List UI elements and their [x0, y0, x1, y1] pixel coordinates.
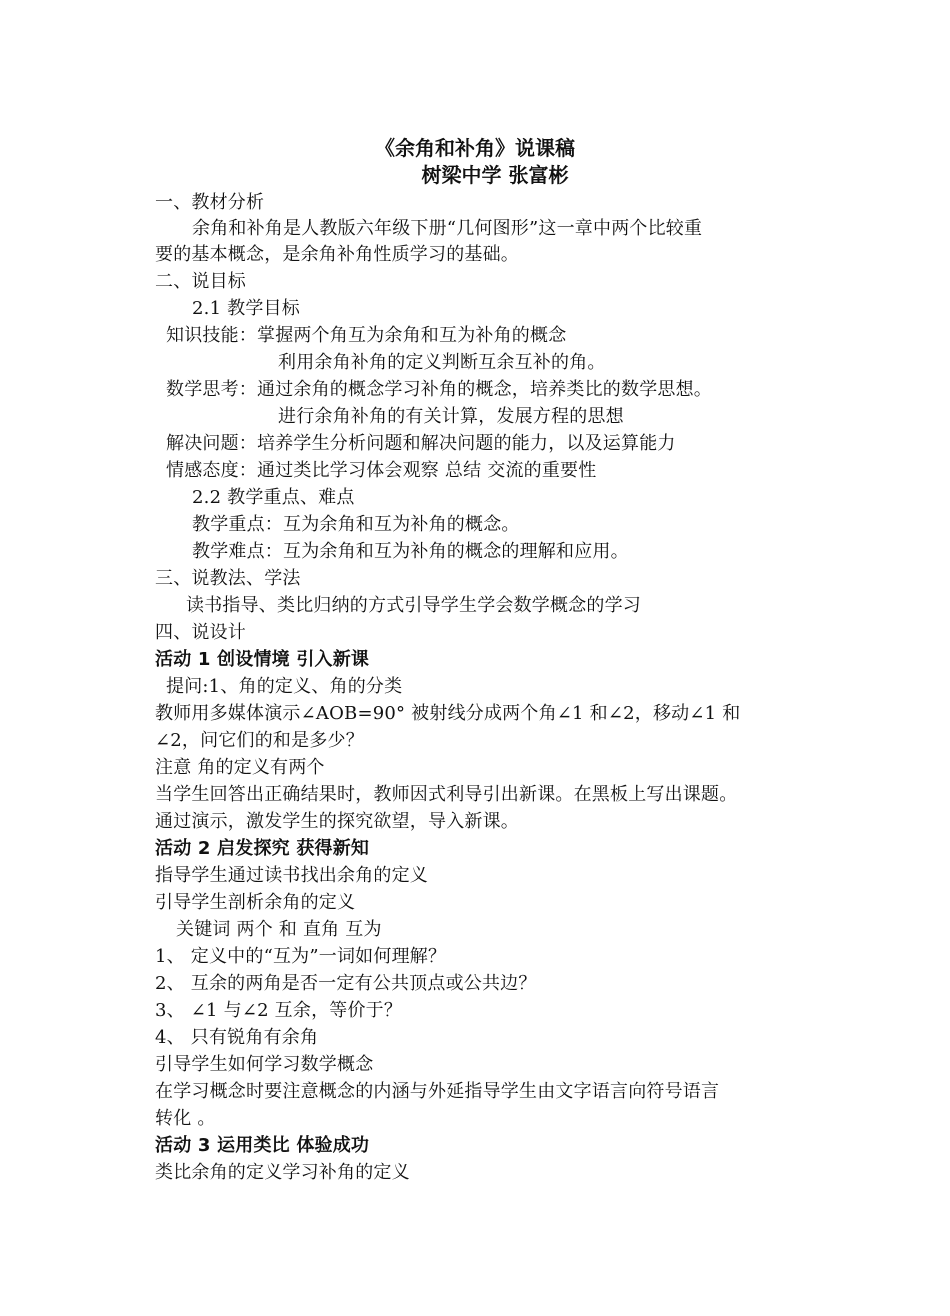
paragraph-line: 注意 角的定义有两个: [155, 757, 325, 778]
subsection-heading: 2.1 教学目标: [192, 298, 300, 319]
list-item: 2、 互余的两角是否一定有公共顶点或公共边？: [155, 973, 537, 994]
paragraph-line: 余角和补角是人教版六年级下册“几何图形”这一章中两个比较重: [192, 218, 703, 239]
author-line: 树梁中学 张富彬: [421, 163, 569, 187]
paragraph-line: 情感态度：通过类比学习体会观察 总结 交流的重要性: [166, 460, 597, 481]
list-item: 1、 定义中的“互为”一词如何理解？: [155, 946, 447, 967]
paragraph-line: 要的基本概念，是余角补角性质学习的基础。: [155, 244, 519, 265]
section-heading: 三、说教法、学法: [155, 568, 301, 589]
paragraph-line: 利用余角补角的定义判断互余互补的角。: [278, 352, 606, 373]
paragraph-line: 当学生回答出正确结果时，教师因式利导引出新课。在黑板上写出课题。: [155, 784, 738, 805]
document-title: 《余角和补角》说课稿: [375, 136, 575, 160]
paragraph-line: ∠2，问它们的和是多少？: [155, 730, 364, 751]
paragraph-line: 关键词 两个 和 直角 互为: [176, 919, 382, 940]
paragraph-line: 知识技能：掌握两个角互为余角和互为补角的概念: [166, 325, 567, 346]
paragraph-line: 进行余角补角的有关计算，发展方程的思想: [278, 406, 624, 427]
list-item: 4、 只有锐角有余角: [155, 1027, 319, 1048]
paragraph-line: 在学习概念时要注意概念的内涵与外延指导学生由文字语言向符号语言: [155, 1081, 720, 1102]
section-heading: 二、说目标: [155, 271, 246, 292]
activity-heading: 活动 2 启发探究 获得新知: [155, 838, 370, 859]
paragraph-line: 提问:1、角的定义、角的分类: [166, 676, 403, 697]
paragraph-line: 类比余角的定义学习补角的定义: [155, 1162, 410, 1183]
paragraph-line: 转化 。: [155, 1108, 216, 1129]
subsection-heading: 2.2 教学重点、难点: [192, 487, 355, 508]
paragraph-line: 指导学生通过读书找出余角的定义: [155, 865, 428, 886]
paragraph-line: 教师用多媒体演示∠AOB=90° 被射线分成两个角∠1 和∠2，移动∠1 和: [155, 703, 741, 724]
activity-heading: 活动 3 运用类比 体验成功: [155, 1135, 370, 1156]
activity-heading: 活动 1 创设情境 引入新课: [155, 649, 370, 670]
list-item: 3、 ∠1 与∠2 互余，等价于？: [155, 1000, 403, 1021]
paragraph-line: 教学重点：互为余角和互为补角的概念。: [192, 514, 520, 535]
section-heading: 四、说设计: [155, 622, 246, 643]
paragraph-line: 引导学生如何学习数学概念: [155, 1054, 374, 1075]
paragraph-line: 数学思考：通过余角的概念学习补角的概念，培养类比的数学思想。: [166, 379, 712, 400]
paragraph-line: 读书指导、类比归纳的方式引导学生学会数学概念的学习: [186, 595, 641, 616]
paragraph-line: 解决问题：培养学生分析问题和解决问题的能力，以及运算能力: [166, 433, 676, 454]
paragraph-line: 引导学生剖析余角的定义: [155, 892, 356, 913]
section-heading: 一、教材分析: [155, 192, 265, 213]
paragraph-line: 通过演示，激发学生的探究欲望，导入新课。: [155, 811, 519, 832]
paragraph-line: 教学难点：互为余角和互为补角的概念的理解和应用。: [192, 541, 629, 562]
